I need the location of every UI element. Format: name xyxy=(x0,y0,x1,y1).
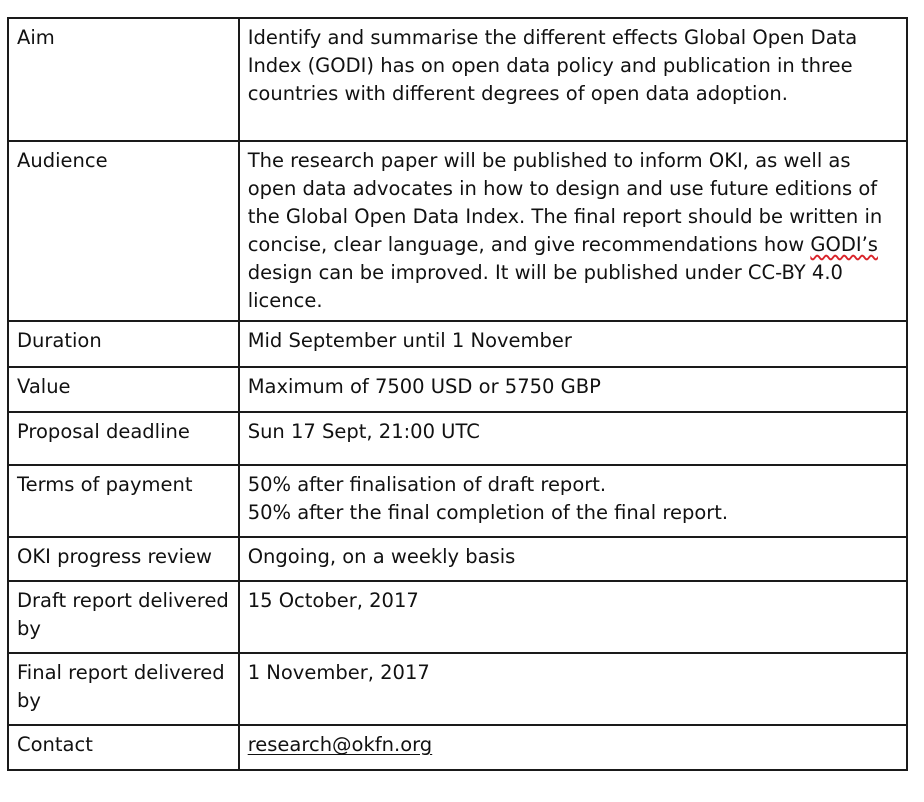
table-row-audience xyxy=(8,141,907,321)
value-cell-final-report xyxy=(239,653,907,725)
table-row-draft-report xyxy=(8,581,907,653)
label-cell-duration xyxy=(8,321,239,367)
value-cell-duration xyxy=(239,321,907,367)
value-audience xyxy=(248,147,898,315)
value-value: Maximum of 7500 USD or 5750 GBP xyxy=(247,375,601,398)
table-row-terms-of-payment xyxy=(8,465,907,537)
value-cell-proposal-deadline xyxy=(239,412,907,465)
label-final-report: Final report delivered by xyxy=(17,661,225,712)
label-value: Value xyxy=(17,375,71,398)
table-row-final-report xyxy=(8,653,907,725)
value-final-report: 1 November, 2017 xyxy=(247,661,430,684)
proposal-details-table xyxy=(7,17,908,771)
label-cell-audience xyxy=(8,141,239,321)
label-draft-report: Draft report delivered by xyxy=(17,589,229,640)
label-aim: Aim xyxy=(17,26,55,49)
table-row-proposal-deadline xyxy=(8,412,907,465)
label-cell-draft-report xyxy=(8,581,239,653)
label-terms-of-payment: Terms of payment xyxy=(17,473,193,496)
table-row-progress-review xyxy=(8,537,907,581)
table-row-duration xyxy=(8,321,907,367)
value-cell-contact xyxy=(239,725,907,770)
label-progress-review: OKI progress review xyxy=(17,545,212,568)
label-proposal-deadline: Proposal deadline xyxy=(17,420,190,443)
label-cell-terms-of-payment xyxy=(8,465,239,537)
spellcheck-flagged-word: GODI’s xyxy=(810,233,878,256)
value-terms-line-1: 50% after finalisation of draft report. xyxy=(247,473,607,496)
value-audience-part1: The research paper will be published to inform OKI, as well as open data advocates in how to design and use future editions of the Global Open Data Index. The final report should be written in concise, clear language, and give recommendations how xyxy=(247,149,883,256)
value-cell-audience xyxy=(239,141,907,321)
value-cell-progress-review xyxy=(239,537,907,581)
label-cell-progress-review xyxy=(8,537,239,581)
value-proposal-deadline: Sun 17 Sept, 21:00 UTC xyxy=(247,420,480,443)
contact-email-link[interactable]: research@okfn.org xyxy=(247,733,433,756)
value-cell-terms-of-payment xyxy=(239,465,907,537)
value-duration: Mid September until 1 November xyxy=(247,329,572,352)
label-cell-value xyxy=(8,367,239,412)
table-row-contact xyxy=(8,725,907,770)
label-audience: Audience xyxy=(17,149,108,172)
label-cell-final-report xyxy=(8,653,239,725)
value-progress-review: Ongoing, on a weekly basis xyxy=(247,545,516,568)
value-cell-aim xyxy=(239,18,907,141)
table-row-value xyxy=(8,367,907,412)
value-cell-draft-report xyxy=(239,581,907,653)
value-cell-value xyxy=(239,367,907,412)
value-terms-line-2: 50% after the final completion of the final report. xyxy=(247,501,729,524)
value-aim: Identify and summarise the different effects Global Open Data Index (GODI) has on open data policy and publication in three countries with different degrees of open data adoption. xyxy=(247,26,858,105)
label-contact: Contact xyxy=(17,733,93,756)
table-row-aim xyxy=(8,18,907,141)
label-duration: Duration xyxy=(17,329,102,352)
label-cell-proposal-deadline xyxy=(8,412,239,465)
value-audience-part2: design can be improved. It will be published under CC-BY 4.0 licence. xyxy=(247,261,843,312)
value-draft-report: 15 October, 2017 xyxy=(247,589,419,612)
label-cell-aim xyxy=(8,18,239,141)
label-cell-contact xyxy=(8,725,239,770)
